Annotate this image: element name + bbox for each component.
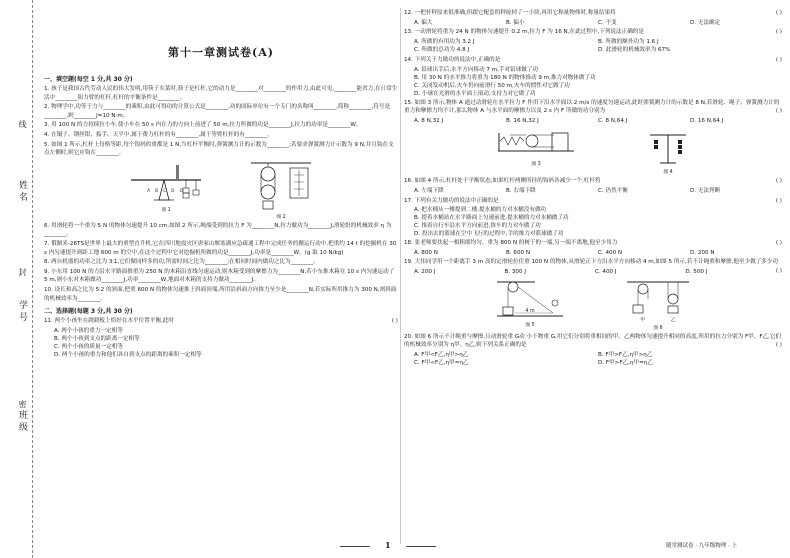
question-3: 3. 用 100 N 的力持续拉小车,使小车在 50 s 内在力的方向上前进了 50 m,拉力所做的功是________J,拉力的功率是________W。 xyxy=(44,122,362,129)
q11-option-d: D. 两个小孩的重力和他们各自到支点的距离的乘积一定相等 xyxy=(54,351,202,358)
q16-options xyxy=(414,187,782,196)
figure-3-caption: 图 3 xyxy=(531,162,541,168)
student-id-label: 学号 xyxy=(17,300,27,324)
q15-option-d: D. 16 N,64 J xyxy=(690,117,724,124)
name-label: 姓名 xyxy=(17,180,27,204)
question-15-text: 15. 如图 3 所示,物体 A 通过动滑轮在水平拉力 F 作用下沿水平面以 2 m/s 的速度匀速运动,此时弹簧测力计的示数是 8 N,若滑轮、绳子、弹簧测力计的重力和摩擦力均不计,那么物体 A 与水平面的摩擦力以及 2 s 内 F 所做的功分别为 xyxy=(404,99,780,115)
figures-3-4 xyxy=(404,127,782,175)
q12-options xyxy=(414,19,782,28)
question-12 xyxy=(404,9,782,18)
question-18-text: 18. 张老师要扶起一根粗细均匀、重为 800 N 的树干的一端,另一端不离地,他至少用力 xyxy=(404,240,618,247)
answer-paren[interactable]: ( ) xyxy=(775,10,782,16)
figure-6-label-b: 乙 xyxy=(671,317,676,323)
q13-option-b: B. 所做的额外功为 1.6 J xyxy=(598,38,659,45)
q13-option-a: A. 所做的有用功为 3.2 J xyxy=(414,38,475,45)
binding-line xyxy=(32,0,33,558)
question-15 xyxy=(404,99,782,116)
q20-option-d: D. F甲>F乙,η甲=η乙 xyxy=(598,360,653,367)
answer-paren[interactable]: ( ) xyxy=(775,342,782,349)
figure-2 xyxy=(246,160,316,220)
q11-option-b: B. 两个小孩到支点的距离一定相等 xyxy=(54,335,140,342)
answer-paren[interactable]: ( ) xyxy=(391,318,398,325)
figure-6-caption: 图 6 xyxy=(653,325,663,331)
answer-paren[interactable]: ( ) xyxy=(775,197,782,204)
footer-brand: 随堂测试卷 · 九年级物理 · 上 xyxy=(666,543,737,549)
question-13 xyxy=(404,28,782,37)
question-9: 9. 小东用 100 N 的力沿水平路面推重为 250 N 的木箱沿直线匀速运动,则木箱受到的摩擦力为________N,若小东推木箱在 10 s 内匀速运动了 5 m,则小东对木箱做功________J,功率________W,地面对木箱的支持力做功________J。 xyxy=(44,268,395,284)
q16-option-b: B. 右端下降 xyxy=(506,187,536,194)
question-14 xyxy=(404,56,782,65)
answer-paren[interactable]: ( ) xyxy=(775,108,782,115)
q19-option-d: D. 500 J xyxy=(685,268,708,275)
q12-option-c: C. 不变 xyxy=(598,19,617,26)
column-divider xyxy=(400,8,401,544)
figure-1-caption: 图 1 xyxy=(161,207,171,213)
question-16 xyxy=(404,177,782,186)
q18-option-a: A. 800 N xyxy=(414,249,438,256)
q18-options xyxy=(414,249,782,258)
figure-5-distance-label: 4 m xyxy=(525,308,535,314)
page-number: 1 xyxy=(385,540,391,550)
q17-option-d: D. 投出去的篮球在空中飞行的过程中,手的推力对篮球做了功 xyxy=(414,231,564,238)
q14-option-d: D. 小球在光滑的水平面上滚动,支持力对它做了功 xyxy=(414,90,536,97)
question-11 xyxy=(44,317,398,326)
q19-options xyxy=(414,268,776,277)
q14-option-a: A. 铅球出手后,水平方向移动 7 m,手对铅球做了功 xyxy=(414,66,539,73)
q12-option-d: D. 无法确定 xyxy=(690,19,721,26)
question-10: 10. 设长和高之比为 5∶2 的斜面,把重 600 N 的物体匀速推上斜面顶端,所用沿斜面方向推力至少是________N,若实际所用推力为 300 N,则斜面的机械效率为________。 xyxy=(44,286,397,302)
q18-option-b: B. 600 N xyxy=(506,249,531,256)
spring-pulley-diagram xyxy=(496,127,576,159)
question-1: 1. 孩子是我国古代劳动人民的伟大发明,用筷子夹菜时,筷子是杠杆,它的动力是________对________的作用力,由此可见,________能省力,在日常生活中________阻力臂的杠杆,杠杆的平衡条件是________。 xyxy=(44,86,398,101)
right-column xyxy=(404,8,782,368)
figure-4 xyxy=(646,127,690,175)
question-13-text: 13. 一动滑轮将重为 24 N 的物体匀速提升 0.2 m,拉力 F 为 16 N,在此过程中,下列说法正确的是 xyxy=(404,29,644,36)
question-11-text: 11. 两个小孩坐在跷跷板上恰好在水平位置平衡,此时 xyxy=(44,318,174,325)
question-6: 6. 用滑轮将一个重为 5 N 的物体匀速提升 10 cm,如图 2 所示,绳端受到的拉力 F 为________N,拉力做功为________J,滑轮组的机械效率 η 为________。 xyxy=(44,222,392,238)
seal-label-1: 线 xyxy=(18,120,27,131)
q19-option-a: A. 200 J xyxy=(414,268,436,275)
section-fill-blank-heading: 一、填空题(每空 1 分,共 30 分) xyxy=(44,76,133,83)
footer-dash-right xyxy=(406,546,436,547)
figure-1 xyxy=(126,160,206,220)
q17-option-c: C. 推着自行车沿水平方向前进,推车的力对车做了功 xyxy=(414,223,541,230)
q18-option-c: C. 400 N xyxy=(598,249,623,256)
binding-margin xyxy=(0,0,42,558)
figure-6-labels xyxy=(640,316,676,323)
q20-option-b: B. F甲>F乙,η甲>η乙 xyxy=(598,351,653,358)
q13-options xyxy=(414,38,782,55)
figure-4-caption: 图 4 xyxy=(663,170,673,176)
figure-1-point-labels: A B C D O xyxy=(147,187,185,193)
question-20-text: 20. 如图 6 所示不计绳重与摩擦,且动滑轮重 G动 小于物重 G,用它们分别将重相同的甲、乙两物体匀速提升相同的高度,所用的拉力分别为 F甲、F乙,它们的机械效率分别为 η甲、η乙,则下列关系正确的是 xyxy=(404,333,782,349)
figure-6 xyxy=(625,279,691,331)
figure-6-label-a: 甲 xyxy=(640,317,645,323)
left-column xyxy=(44,8,398,359)
q12-option-a: A. 偏大 xyxy=(414,19,433,26)
figure-5-caption: 图 5 xyxy=(525,322,535,328)
seal-label-3: 密 xyxy=(18,400,27,411)
answer-paren[interactable]: ( ) xyxy=(775,267,782,274)
class-label: 班级 xyxy=(17,410,27,434)
q16-option-a: A. 左端下降 xyxy=(414,187,444,194)
q15-option-a: A. 8 N,32 J xyxy=(414,117,444,124)
pulleys-comparison-diagram xyxy=(625,279,691,315)
q11-option-a: A. 两个小孩的重力一定相等 xyxy=(54,327,123,334)
q13-option-d: D. 此滑轮的机械效率为 67% xyxy=(598,47,671,54)
figure-3 xyxy=(496,127,576,175)
q15-option-c: C. 8 N,64 J xyxy=(598,117,628,124)
pulley-diagram xyxy=(246,160,316,212)
q17-option-b: B. 提着水桶站在水平路面上匀速前进,提水桶的力对水桶做了功 xyxy=(414,215,569,222)
q18-option-d: D. 200 N xyxy=(690,249,715,256)
question-8: 8. 两台机器的功率之比为 3∶1,它们做同样多的功,所需时间之比为________;在相同时间内做功之比为________。 xyxy=(44,259,319,266)
figures-5-6 xyxy=(404,279,782,331)
lever-weights-diagram xyxy=(646,127,690,167)
q14-option-b: B. 用 30 N 的水平推力将重为 180 N 的物体推动 9 m,推力对物体做了功 xyxy=(414,74,596,81)
question-14-text: 14. 下列关于力做功的说法中,正确的是 xyxy=(404,56,501,63)
q15-option-b: B. 16 N,32 J xyxy=(506,117,539,124)
answer-paren[interactable]: ( ) xyxy=(775,240,782,247)
q13-option-c: C. 所做的总功为 4.8 J xyxy=(414,47,470,54)
question-2: 2. 物理学中,功等于力与________的乘积,由此可得功的计算公式是________,功的国际单位有一个专门的名称叫________,简称________,符号是________,则________J=10 N·m。 xyxy=(44,104,391,119)
q11-option-c: C. 两个小孩的质量一定相等 xyxy=(54,343,123,350)
question-5: 5. 如图 1 所示,杠杆上每格等距,每个钩码的重都是 1 N,当杠杆平衡时,弹簧测力计的示数为________;若要求弹簧测力计示数为 9 N,并且钩在支点左侧时,则它应钩在________。 xyxy=(44,141,394,157)
footer-dash-left xyxy=(340,546,370,547)
question-18 xyxy=(404,239,782,248)
q17-option-a: A. 把水桶从一楼提到二楼,提水桶的力对水桶没有做功 xyxy=(414,207,547,214)
figures-1-2 xyxy=(44,160,398,220)
question-4: 4. 在镊子、钢丝钳、扳手、天平中,属于费力杠杆的有________,属于等臂杠杆的有________。 xyxy=(44,131,273,138)
q16-option-d: D. 无法判断 xyxy=(690,187,721,194)
q16-option-c: C. 仍然平衡 xyxy=(598,187,628,194)
q20-option-a: A. F甲<F乙,η甲>η乙 xyxy=(414,351,469,358)
answer-paren[interactable]: ( ) xyxy=(775,178,782,185)
question-19-text: 19. 大伟同学用一个距离手 3 m 高的定滑轮拉住重 100 N 的物体,从滑轮正下方沿水平方向移动 4 m,如图 5 所示,若不计绳重和摩擦,他至少做了多少功 xyxy=(404,259,779,266)
question-12-text: 12. 一把杆秤原来很准确,但跟它配套的秤砣掉了一小块,再用它称量物体时,称量结果将 xyxy=(404,10,616,16)
fixed-pulley-diagram xyxy=(495,279,565,321)
question-16-text: 16. 如图 4 所示,杠杆处于平衡状态,如果杠杆两侧所挂的钩码各减少一个,杠杆将 xyxy=(404,178,601,185)
answer-paren[interactable]: ( ) xyxy=(775,29,782,36)
q12-option-b: B. 偏小 xyxy=(506,19,525,26)
seal-label-2: 封 xyxy=(18,268,27,279)
q20-options xyxy=(414,351,782,368)
exam-title: 第十一章测试卷(A) xyxy=(168,46,274,59)
q19-option-b: B. 300 J xyxy=(504,268,526,275)
question-20 xyxy=(404,333,782,350)
figure-2-caption: 图 2 xyxy=(276,214,286,220)
question-17 xyxy=(404,197,782,206)
q14-option-c: C. 关闭发动机后,火车仍向前滑行 50 m,火车的惯性对它做了功 xyxy=(414,82,570,89)
question-7: 7. 俄制米-26TS是世界上最大的重型直升机,它在四川地震灾区唐家山堰塞湖应急疏通工程中完成任务的搬运行动中,把重约 14 t 的挖掘机在 30 s 内匀速提升到距工地 600 m 的空中,在这个过程中它对挖掘机所做的功是________J,功率是________W。(g 取 10 N/kg) xyxy=(44,240,397,256)
answer-paren[interactable]: ( ) xyxy=(775,56,782,63)
q20-option-c: C. F甲<F乙,η甲=η乙 xyxy=(414,360,469,367)
section-choice-heading: 二、选择题(每题 3 分,共 30 分) xyxy=(44,308,133,316)
q15-options xyxy=(414,117,782,126)
question-17-text: 17. 下列有关力做功的说法中正确的是 xyxy=(404,197,499,204)
figure-5 xyxy=(495,279,565,331)
lever-diagram xyxy=(126,160,206,206)
q19-option-c: C. 400 J xyxy=(594,268,617,275)
